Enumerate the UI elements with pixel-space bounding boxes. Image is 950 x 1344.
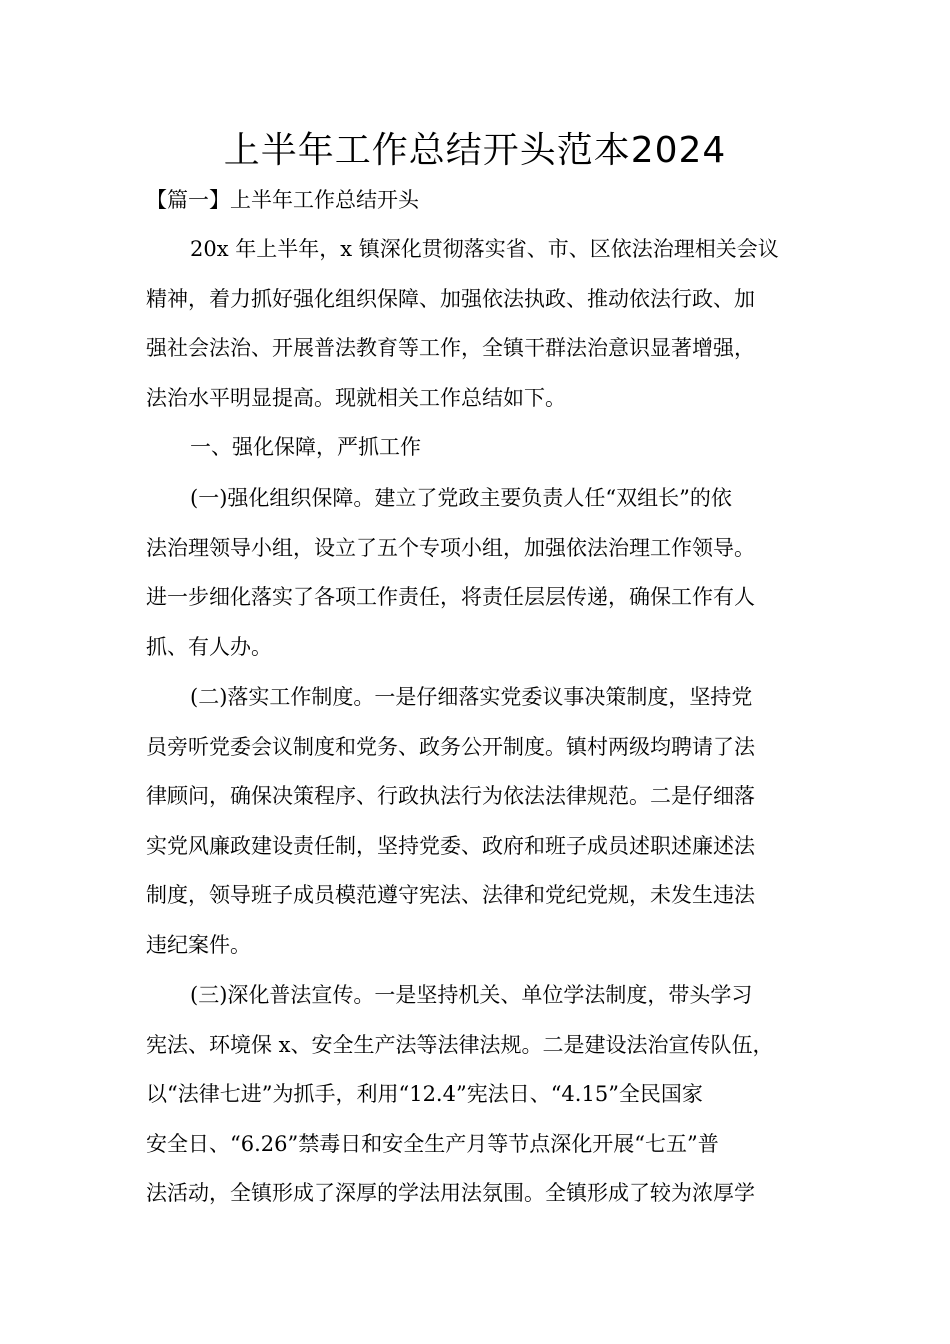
text-line: 一、强化保障，严抓工作: [190, 435, 421, 459]
text-line: 法活动，全镇形成了深厚的学法用法氛围。全镇形成了较为浓厚学: [146, 1181, 755, 1205]
section-heading: 【篇一】上半年工作总结开头: [146, 188, 419, 212]
text-line: 法治理领导小组，设立了五个专项小组，加强依法治理工作领导。: [146, 535, 755, 560]
text-line: 法治水平明显提高。现就相关工作总结如下。: [146, 385, 566, 410]
paragraph-intro: [146, 225, 808, 423]
text-line: (一)强化组织保障。建立了党政主要负责人任“双组长”的依: [190, 486, 732, 510]
text-line: 违纪案件。: [146, 932, 251, 957]
text-line: 律顾问，确保决策程序、行政执法行为依法法律规范。二是仔细落: [146, 784, 755, 808]
text-line: 进一步细化落实了各项工作责任，将责任层层传递，确保工作有人: [146, 585, 755, 609]
text-line: 强社会法治、开展普法教育等工作，全镇干群法治意识显著增强，: [146, 336, 755, 360]
paragraph-publicity: [146, 971, 808, 1219]
text-line: 抓、有人办。: [146, 634, 272, 659]
paragraph-system: [146, 673, 808, 970]
text-line: 精神，着力抓好强化组织保障、加强依法执政、推动依法行政、加: [146, 286, 755, 311]
text-line: 以“法律七进”为抓手，利用“12.4”宪法日、“4.15”全民国家: [146, 1082, 703, 1106]
subheading-1: [146, 423, 808, 473]
document-title: 上半年工作总结开头范本2024: [223, 130, 727, 171]
text-line: 实党风廉政建设责任制，坚持党委、政府和班子成员述职述廉述法: [146, 833, 755, 858]
text-line: 安全日、“6.26”禁毒日和安全生产月等节点深化开展“七五”普: [146, 1131, 719, 1156]
paragraph-organization: [146, 474, 808, 672]
text-line: 宪法、环境保 x、安全生产法等法律法规。二是建设法治宣传队伍，: [146, 1032, 774, 1057]
text-line: 20x 年上半年，x 镇深化贯彻落实省、市、区依法治理相关会议: [190, 237, 779, 261]
text-line: 员旁听党委会议制度和党务、政务公开制度。镇村两级均聘请了法: [146, 734, 755, 759]
text-line: (二)落实工作制度。一是仔细落实党委议事决策制度，坚持党: [190, 685, 753, 709]
text-line: (三)深化普法宣传。一是坚持机关、单位学法制度，带头学习: [190, 983, 753, 1007]
text-line: 制度，领导班子成员模范遵守宪法、法律和党纪党规，未发生违法: [146, 883, 755, 907]
